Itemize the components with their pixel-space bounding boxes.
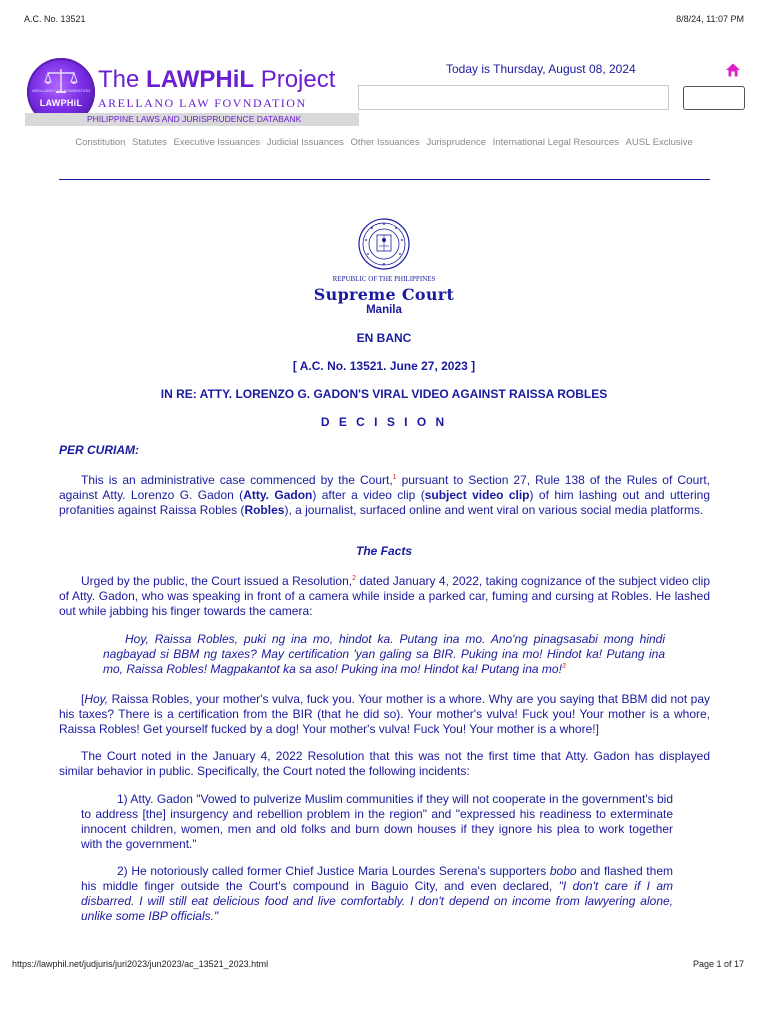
republic-line: REPUBLIC OF THE PHILIPPINES — [332, 275, 436, 283]
nav-statutes[interactable]: Statutes — [132, 137, 167, 148]
court-name: Supreme Court — [313, 285, 455, 304]
search-input[interactable] — [358, 85, 669, 110]
court-city: Manila — [366, 304, 402, 316]
per-curiam: PER CURIAM: — [59, 443, 139, 457]
search-button[interactable] — [683, 86, 745, 110]
print-footer-url: https://lawphil.net/judjuris/juri2023/jun2023/ac_13521_2023.html — [12, 959, 269, 969]
logo-subtext: ARELLANO LAW FOUNDATION — [31, 88, 91, 93]
nav-judicial-issuances[interactable]: Judicial Issuances — [266, 137, 344, 148]
nav-executive-issuances[interactable]: Executive Issuances — [173, 137, 261, 148]
tagline-bar — [25, 113, 359, 126]
print-footer-page: Page 1 of 17 — [692, 959, 744, 969]
list-item: 1) Atty. Gadon "Vowed to pulverize Muslim communities if they will not cooperate in the government's bid to address [the] insurgency and rebellion problem in the region" and "expressed his readiness to exterminate innocent children, women, men and old folks and burn down houses if they ignore his plea to work together with the government." — [81, 792, 673, 851]
case-number: [ A.C. No. 13521. June 27, 2023 ] — [292, 359, 476, 373]
nav-other-issuances[interactable]: Other Issuances — [350, 137, 420, 148]
logo-wordmark: LAWPHiL — [39, 98, 83, 108]
footnote-link-1[interactable]: 1 — [392, 474, 397, 481]
print-header-timestamp: 8/8/24, 11:07 PM — [676, 14, 744, 24]
home-icon[interactable] — [725, 62, 741, 78]
paragraph-1: This is an administrative case commenced by the Court,$^1$ pursuant to Section 27, Rule 138 of the Rules of Court, against Atty. Lorenzo G. Gadon (Atty. Gadon) after a video clip (subject video clip) of him lashing out and uttering profanities against Raissa Robles (Robles), a journalist, surfaced online and went viral on various social media platforms. — [59, 473, 711, 517]
decision-heading: D E C I S I O N — [320, 415, 448, 429]
list-item: 2) He notoriously called former Chief Justice Maria Lourdes Serena's supporters bobo and flashed them his middle finger outside the Court's compound in Baguio City, and even declared, "I don't care if I am disbarred. I will still eat delicious food and live comfortably. I don't depend on income from lawyering alone, unlike some IBP officials." — [81, 864, 673, 923]
nav-ausl-exclusive[interactable]: AUSL Exclusive — [625, 137, 693, 148]
block-quote: Hoy, Raissa Robles, puki ng ina mo, hindot ka. Putang ina mo. Ano'ng pinagsasabi mong hindi nagbayad si BBM ng taxes? May certification 'yan galing sa BIR. Puking ina mo! Hindot ka! Putang ina mo, Raissa Robles! Magpakantot ka sa aso! Puking ina mo! Hindot ka! Putang ina mo!$^3$ — [103, 632, 665, 676]
divider — [59, 179, 710, 180]
footnote-link-3[interactable]: 3 — [561, 663, 566, 670]
nav-international-legal-resources[interactable]: International Legal Resources — [492, 137, 619, 148]
site-title[interactable]: The LAWPHiL Project — [98, 66, 336, 93]
supreme-court-seal — [358, 218, 410, 270]
paragraph-4: The Court noted in the January 4, 2022 Resolution that this was not the first time that Atty. Gadon has displayed similar behavior in public. Specifically, the Court noted the following incidents: — [59, 749, 710, 778]
tagline: PHILIPPINE LAWS AND JURISPRUDENCE DATABANK — [87, 114, 302, 124]
nav-jurisprudence[interactable]: Jurisprudence — [426, 137, 487, 148]
site-header — [20, 52, 748, 132]
print-header-title: A.C. No. 13521 — [24, 14, 86, 24]
today-date: Today is Thursday, August 08, 2024 — [446, 62, 636, 76]
footnote-link-2[interactable]: 2 — [352, 575, 357, 582]
case-caption: IN RE: ATTY. LORENZO G. GADON'S VIRAL VIDEO AGAINST RAISSA ROBLES — [160, 387, 608, 401]
division: EN BANC — [356, 331, 412, 345]
site-subtitle: ARELLANO LAW FOVNDATION — [98, 96, 307, 110]
paragraph-translation: [Hoy, Raissa Robles, your mother's vulva, fuck you. Your mother is a whore. Why are you saying that BBM did not pay his taxes? There is a certification from the BIR (that he did so). Your mother's vulva! Fuck you! Your mother is a whore, Raissa Robles! Get yourself fucked by a dog! Your mother's vulva! Fuck You! Your mother is a whore!] — [59, 692, 710, 736]
main-nav — [0, 137, 768, 148]
facts-heading: The Facts — [355, 544, 412, 558]
paragraph-2: Urged by the public, the Court issued a Resolution,$^2$ dated January 4, 2022, taking cognizance of the subject video clip of Atty. Gadon, who was speaking in front of a camera while inside a parked car, fuming and cursing at Robles. He lashed out while jabbing his finger towards the camera: — [59, 574, 710, 618]
nav-constitution[interactable]: Constitution — [75, 137, 126, 148]
